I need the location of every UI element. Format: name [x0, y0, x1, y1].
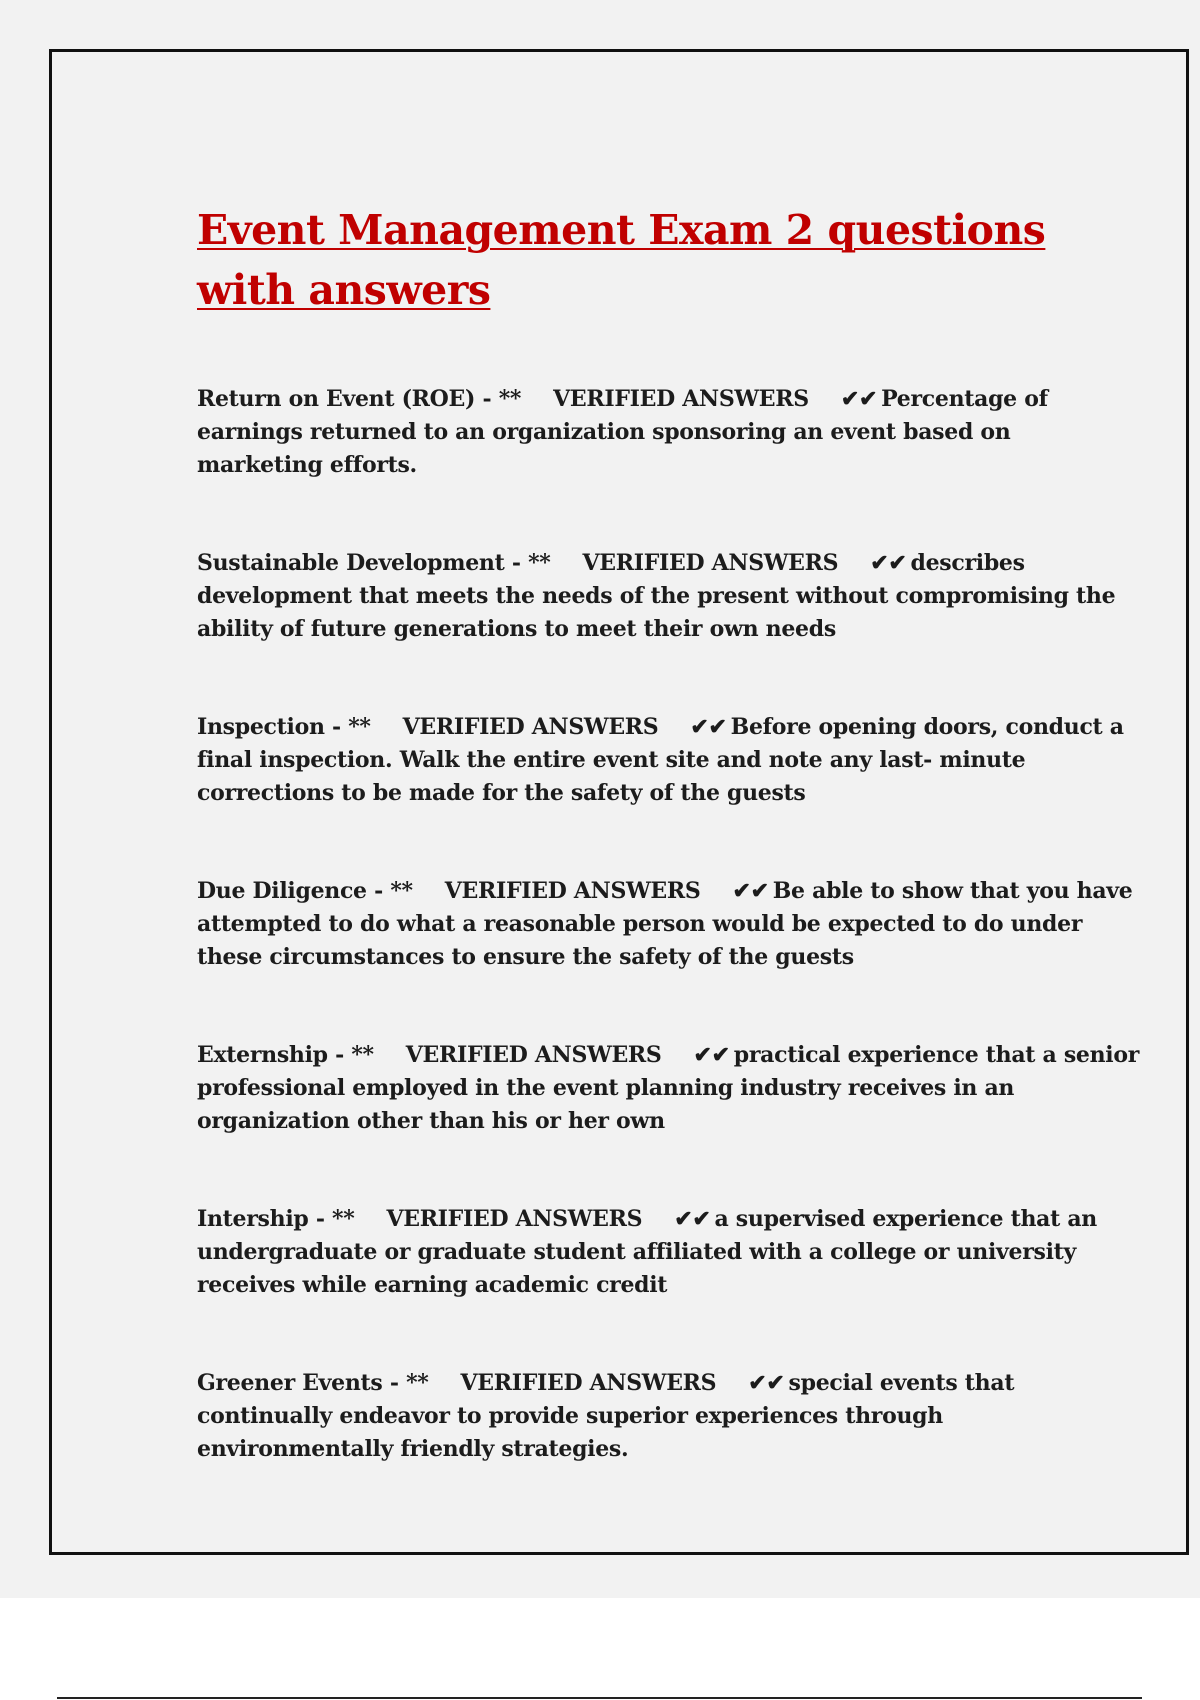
qa-answer: Percentage of earnings returned to an organization sponsoring an event based on marketing efforts.: [197, 386, 1048, 478]
qa-separator: -: [382, 1370, 407, 1396]
qa-term: Inspection: [197, 714, 325, 740]
qa-term: Due Diligence: [197, 878, 367, 904]
verified-answers-label: VERIFIED ANSWERS: [386, 1206, 643, 1232]
qa-item: [197, 711, 1142, 810]
qa-item: [197, 1367, 1142, 1466]
qa-marker: **: [348, 714, 371, 740]
qa-separator: -: [475, 386, 499, 412]
check-icon: ✔✔: [870, 550, 907, 576]
qa-answer: describes development that meets the needs of the present without compromising the ability of future generations to meet their own needs: [197, 550, 1116, 642]
check-icon: ✔✔: [690, 714, 727, 740]
check-icon: ✔✔: [748, 1370, 785, 1396]
document-content: [197, 200, 1142, 1531]
check-icon: ✔✔: [732, 878, 769, 904]
check-icon: ✔✔: [840, 386, 878, 412]
bottom-divider: [57, 1697, 1142, 1699]
verified-answers-label: VERIFIED ANSWERS: [553, 386, 809, 412]
document-frame: [49, 49, 1189, 1555]
qa-answer: Be able to show that you have attempted to do what a reasonable person would be expected to do under these circumstances to ensure the safety of the guests: [197, 878, 1133, 970]
qa-term: Return on Event (ROE): [197, 386, 476, 412]
qa-item: [197, 1039, 1142, 1138]
qa-item: [197, 1203, 1142, 1302]
qa-item: [197, 383, 1142, 482]
qa-marker: **: [406, 1370, 429, 1396]
check-icon: ✔✔: [693, 1042, 730, 1068]
qa-separator: -: [327, 1042, 352, 1068]
verified-answers-label: VERIFIED ANSWERS: [405, 1042, 662, 1068]
qa-marker: **: [332, 1206, 355, 1232]
qa-separator: -: [308, 1206, 333, 1232]
qa-marker: **: [390, 878, 413, 904]
qa-term: Greener Events: [197, 1370, 383, 1396]
verified-answers-label: VERIFIED ANSWERS: [460, 1370, 717, 1396]
qa-item: [197, 547, 1142, 646]
qa-marker: **: [498, 386, 522, 412]
qa-answer: a supervised experience that an undergraduate or graduate student affiliated with a college or university receives while earning academic credit: [197, 1206, 1097, 1298]
qa-marker: **: [351, 1042, 374, 1068]
qa-answer: practical experience that a senior professional employed in the event planning industry receives in an organization other than his or her own: [197, 1042, 1140, 1134]
check-icon: ✔✔: [674, 1206, 711, 1232]
verified-answers-label: VERIFIED ANSWERS: [444, 878, 701, 904]
qa-marker: **: [528, 550, 551, 576]
qa-item: [197, 875, 1142, 974]
qa-term: Sustainable Development: [197, 550, 505, 576]
verified-answers-label: VERIFIED ANSWERS: [402, 714, 659, 740]
verified-answers-label: VERIFIED ANSWERS: [582, 550, 839, 576]
qa-term: Intership: [197, 1206, 309, 1232]
qa-separator: -: [504, 550, 529, 576]
qa-separator: -: [324, 714, 349, 740]
qa-term: Externship: [197, 1042, 328, 1068]
qa-separator: -: [366, 878, 391, 904]
document-title: Event Management Exam 2 questions with answers: [197, 206, 1046, 314]
qa-answer: special events that continually endeavor to provide superior experiences through environmentally friendly strategies.: [197, 1370, 1015, 1462]
qa-answer: Before opening doors, conduct a final inspection. Walk the entire event site and note any last- minute corrections to be made for the safety of the guests: [197, 714, 1124, 806]
qa-list: [197, 383, 1142, 1466]
